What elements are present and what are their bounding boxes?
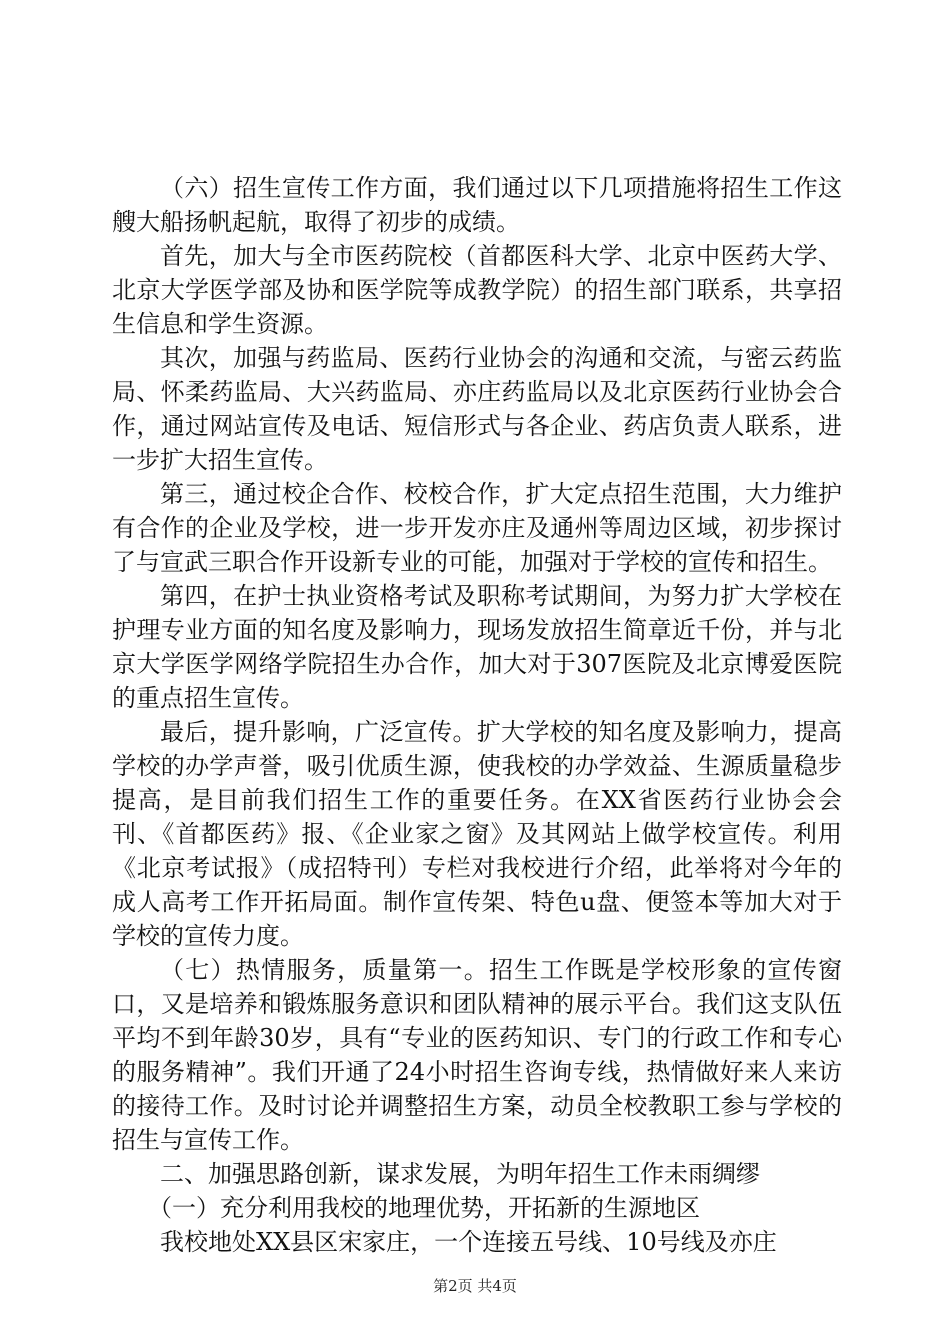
paragraph-finally: 最后，提升影响，广泛宣传。扩大学校的知名度及影响力，提高学校的办学声誉，吸引优质生源，使我校的办学效益、生源质量稳步提高，是目前我们招生工作的重要任务。在XX省医药行业协会会刊、《首都医药》报、《企业家之窗》及其网站上做学校宣传。利用《北京考试报》（成招特刊）专栏对我校进行介绍，此举将对今年的成人高考工作开拓局面。制作宣传架、特色u盘、便签本等加大对于学校的宣传力度。: [112, 718, 842, 950]
section-heading-innovation: 二、加强思路创新，谋求发展，为明年招生工作未雨绸缪: [160, 1160, 760, 1188]
paragraph-service: （七）热情服务，质量第一。招生工作既是学校形象的宣传窗口，又是培养和锻炼服务意识和团队精神的展示平台。我们这支队伍平均不到年龄30岁，具有“专业的医药知识、专门的行政工作和专心的服务精神”。我们开通了24小时招生咨询专线，热情做好来人来访的接待工作。及时讨论并调整招生方案，动员全校教职工参与学校的招生与宣传工作。: [112, 956, 842, 1154]
paragraph-first: 首先，加大与全市医药院校（首都医科大学、北京中医药大学、北京大学医学部及协和医学院等成教学院）的招生部门联系，共享招生信息和学生资源。: [112, 242, 842, 338]
page-number-footer: 第2页 共4页: [433, 1277, 517, 1295]
paragraph-fourth: 第四，在护士执业资格考试及职称考试期间，为努力扩大学校在护理专业方面的知名度及影响力，现场发放招生简章近千份，并与北京大学医学网络学院招生办合作，加大对于307医院及北京博爱医院的重点招生宣传。: [112, 582, 842, 712]
paragraph-recruitment-publicity: （六）招生宣传工作方面，我们通过以下几项措施将招生工作这艘大船扬帆起航，取得了初步的成绩。: [112, 174, 842, 236]
document-body: [112, 171, 842, 1259]
paragraph-location: 我校地处XX县区宋家庄，一个连接五号线、10号线及亦庄: [160, 1228, 777, 1256]
paragraph-second: 其次，加强与药监局、医药行业协会的沟通和交流，与密云药监局、怀柔药监局、大兴药监局、亦庄药监局以及北京医药行业协会合作，通过网站宣传及电话、短信形式与各企业、药店负责人联系，进一步扩大招生宣传。: [112, 344, 842, 474]
subsection-heading-geography: （一）充分利用我校的地理优势，开拓新的生源地区: [148, 1194, 700, 1222]
paragraph-third: 第三，通过校企合作、校校合作，扩大定点招生范围，大力维护有合作的企业及学校，进一步开发亦庄及通州等周边区域，初步探讨了与宣武三职合作开设新专业的可能，加强对于学校的宣传和招生。: [112, 480, 842, 576]
